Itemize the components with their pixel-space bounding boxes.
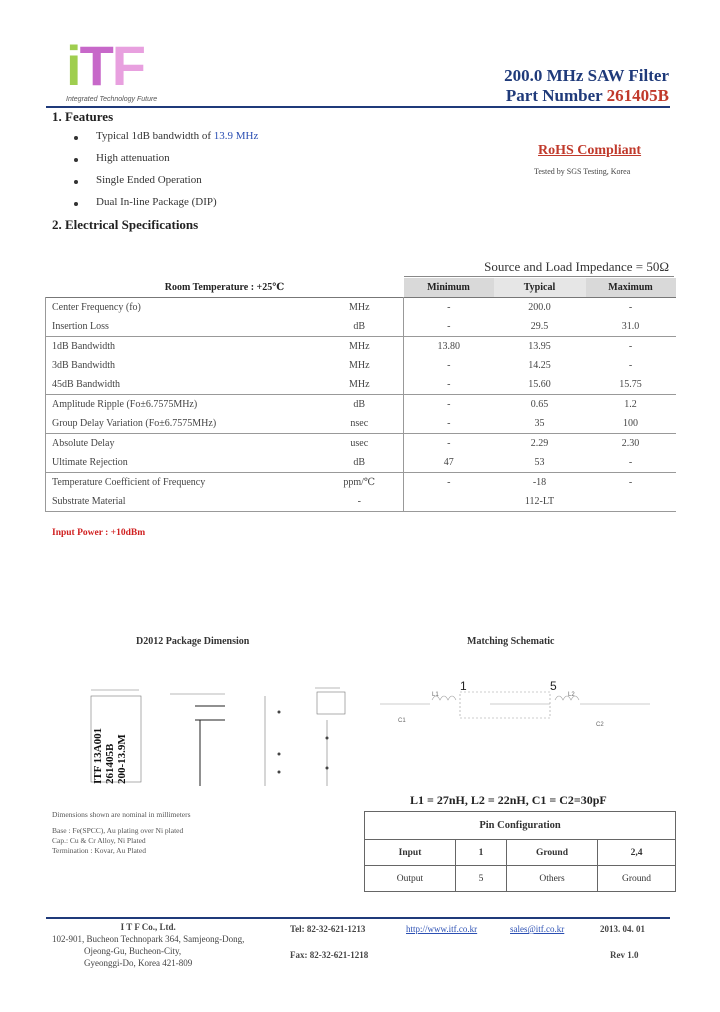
- spec-unit: MHz: [316, 375, 404, 395]
- c1-label: C1: [398, 718, 406, 724]
- spec-max: 15.75: [619, 379, 642, 390]
- spec-max: 100: [623, 418, 638, 429]
- features-heading: 1. Features: [52, 109, 114, 124]
- spec-param: Amplitude Ripple (Fo±6.7575MHz): [46, 395, 316, 415]
- spec-min: -: [447, 360, 451, 371]
- matching-title: Matching Schematic: [467, 636, 555, 647]
- spec-min: -: [447, 477, 451, 488]
- header-rule: [46, 106, 670, 108]
- matching-schematic: [370, 674, 670, 734]
- spec-typ: -18: [532, 477, 547, 488]
- spec-table: [45, 278, 676, 512]
- part-number-label: Part Number: [505, 86, 603, 105]
- part-number: 261405B: [606, 86, 669, 105]
- spec-min: -: [447, 399, 451, 410]
- rohs-label: RoHS Compliant: [538, 143, 642, 158]
- feature-item: [74, 152, 374, 168]
- pin-dot: [278, 711, 281, 714]
- spec-min: -: [447, 321, 451, 332]
- doc-revision: Rev 1.0: [610, 950, 639, 960]
- spec-row: [46, 414, 676, 434]
- pin-row: [365, 840, 676, 866]
- doc-date: 2013. 04. 01: [600, 924, 645, 934]
- feature-item: [74, 174, 374, 190]
- spec-min: 47: [443, 457, 454, 468]
- col-minimum: Minimum: [404, 278, 494, 298]
- spec-row: [46, 492, 676, 512]
- spec-min: -: [447, 379, 451, 390]
- spec-param: 1dB Bandwidth: [46, 337, 316, 357]
- bullet-icon: [74, 202, 78, 206]
- marking-line: 200-13.9M: [116, 734, 128, 784]
- input-power-note: Input Power : +10dBm: [52, 528, 146, 538]
- spec-typ: 0.65: [530, 399, 549, 410]
- spec-param: 3dB Bandwidth: [46, 356, 316, 375]
- package-note: Cap.: Cu & Cr Alloy, Ni Plated: [52, 836, 146, 845]
- col-maximum: Maximum: [586, 278, 676, 298]
- bullet-icon: [74, 180, 78, 184]
- part-number-line: [506, 86, 669, 106]
- spec-typ: 2.29: [530, 438, 549, 449]
- c2-label: C2: [596, 722, 604, 728]
- spec-min: [404, 492, 494, 512]
- spec-typ: 53: [534, 457, 545, 468]
- pin-cell: Others: [507, 866, 598, 892]
- pin5-label: 5: [550, 679, 557, 693]
- spec-max: -: [628, 457, 633, 468]
- pin1-label: 1: [460, 679, 467, 693]
- package-note: Dimensions shown are nominal in millimeters: [52, 810, 191, 819]
- spec-max: [586, 492, 676, 512]
- spec-param: 45dB Bandwidth: [46, 375, 316, 395]
- marking-line: 261405B: [104, 743, 116, 784]
- address-line: Ojeong-Gu, Bucheon-City,: [84, 946, 182, 956]
- inductor-l2: [555, 696, 579, 700]
- website-link[interactable]: http://www.itf.co.kr: [406, 924, 478, 934]
- spec-param: Ultimate Rejection: [46, 453, 316, 473]
- spec-row: [46, 356, 676, 375]
- pin-dot: [326, 737, 329, 740]
- spec-param: Group Delay Variation (Fo±6.7575MHz): [46, 414, 316, 434]
- pin-config-title: Pin Configuration: [365, 812, 676, 840]
- spec-unit: nsec: [316, 414, 404, 434]
- address-line: 102-901, Bucheon Technopark 364, Samjeong-Dong,: [52, 934, 245, 944]
- bullet-icon: [74, 136, 78, 140]
- spec-row: [46, 375, 676, 395]
- spec-unit: -: [316, 492, 404, 512]
- spec-max: 1.2: [624, 399, 637, 410]
- spec-typ: 200.0: [528, 302, 551, 313]
- spec-typ: 13.95: [528, 341, 551, 352]
- impedance-rule: [404, 276, 674, 277]
- component-values: L1 = 27nH, L2 = 22nH, C1 = C2=30pF: [410, 793, 607, 807]
- spec-row: [46, 473, 676, 493]
- spec-typ: 35: [534, 418, 545, 429]
- package-note: Termination : Kovar, Au Plated: [52, 846, 146, 855]
- spec-max: -: [628, 360, 633, 371]
- company-logo: [66, 34, 176, 104]
- spec-unit: MHz: [316, 356, 404, 375]
- spec-max: -: [628, 477, 633, 488]
- spec-min: -: [447, 302, 451, 313]
- pin-cell: 5: [456, 866, 507, 892]
- l1-label: L1: [432, 692, 439, 698]
- spec-typ: 14.25: [528, 360, 551, 371]
- spec-typ: 112-LT: [524, 496, 555, 507]
- spec-max: -: [628, 341, 633, 352]
- spec-param: Absolute Delay: [46, 434, 316, 454]
- electrical-heading: 2. Electrical Specifications: [52, 217, 199, 232]
- spec-unit: dB: [316, 395, 404, 415]
- feature-highlight: 13.9 MHz: [213, 130, 259, 142]
- footer-company: [52, 921, 244, 969]
- spec-row: [46, 434, 676, 454]
- spec-param: Temperature Coefficient of Frequency: [46, 473, 316, 493]
- footer-fax: Fax: 82-32-621-1218: [290, 950, 369, 960]
- spec-max: 31.0: [621, 321, 640, 332]
- spec-param: Center Frequency (fo): [46, 298, 316, 318]
- pin-cell: Input: [365, 840, 456, 866]
- package-note: Base : Fe(SPCC), Au plating over Ni plated: [52, 826, 184, 835]
- spec-unit: dB: [316, 317, 404, 337]
- spec-typ: 15.60: [528, 379, 551, 390]
- pin-row: [365, 866, 676, 892]
- spec-typ: 29.5: [530, 321, 549, 332]
- feature-text: [96, 130, 258, 142]
- room-temperature: Room Temperature : +25℃: [164, 282, 285, 293]
- l2-label: L2: [568, 692, 575, 698]
- product-title: 200.0 MHz SAW Filter: [504, 66, 669, 85]
- address-line: Gyeonggi-Do, Korea 421-809: [84, 958, 193, 968]
- footer-rule: [46, 917, 670, 919]
- pin-detail: [317, 692, 345, 714]
- feature-label: Single Ended Operation: [96, 174, 202, 186]
- package-notes: [52, 810, 191, 856]
- spec-max: 2.30: [621, 438, 640, 449]
- spec-min: -: [447, 438, 451, 449]
- pin-cell: 2,4: [598, 840, 676, 866]
- spec-unit: MHz: [316, 298, 404, 318]
- col-typical: Typical: [494, 278, 586, 298]
- spec-unit: MHz: [316, 337, 404, 357]
- spec-param: Substrate Material: [46, 492, 316, 512]
- spec-max: -: [628, 302, 633, 313]
- pin-dot: [326, 767, 329, 770]
- spec-min: -: [447, 418, 451, 429]
- marking-line: ITF 13A001: [92, 727, 104, 784]
- logo-tagline: Integrated Technology Future: [66, 96, 158, 103]
- spec-min: 13.80: [437, 341, 460, 352]
- spec-row: [46, 453, 676, 473]
- pin-cell: Output: [365, 866, 456, 892]
- footer-tel: Tel: 82-32-621-1213: [290, 924, 366, 934]
- feature-item: [74, 130, 374, 146]
- spec-row: [46, 317, 676, 337]
- pin-dot: [278, 771, 281, 774]
- feature-item: [74, 196, 374, 212]
- company-name: I T F Co., Ltd.: [120, 922, 176, 932]
- spec-param: Insertion Loss: [46, 317, 316, 337]
- pin-dot: [278, 753, 281, 756]
- impedance-note: Source and Load Impedance = 50Ω: [484, 259, 669, 274]
- spec-header-row: [46, 278, 676, 298]
- pin-cell: Ground: [507, 840, 598, 866]
- pin-cell: 1: [456, 840, 507, 866]
- feature-label: High attenuation: [96, 152, 170, 164]
- package-title: D2012 Package Dimension: [136, 636, 250, 647]
- logo-mark: iTF: [66, 34, 144, 97]
- package-marking: [92, 716, 142, 784]
- spec-unit: dB: [316, 453, 404, 473]
- email-link[interactable]: sales@itf.co.kr: [510, 924, 565, 934]
- spec-unit: usec: [316, 434, 404, 454]
- spec-row: [46, 395, 676, 415]
- spec-row: [46, 337, 676, 357]
- rohs-tested-by: Tested by SGS Testing, Korea: [534, 167, 631, 176]
- spec-unit: ppm/℃: [316, 473, 404, 493]
- feature-label: Typical 1dB bandwidth of: [96, 130, 214, 142]
- pin-cell: Ground: [598, 866, 676, 892]
- filter-block: [460, 692, 550, 718]
- pin-config-table: [364, 811, 676, 892]
- spec-row: [46, 298, 676, 318]
- bullet-icon: [74, 158, 78, 162]
- feature-label: Dual In-line Package (DIP): [96, 196, 217, 208]
